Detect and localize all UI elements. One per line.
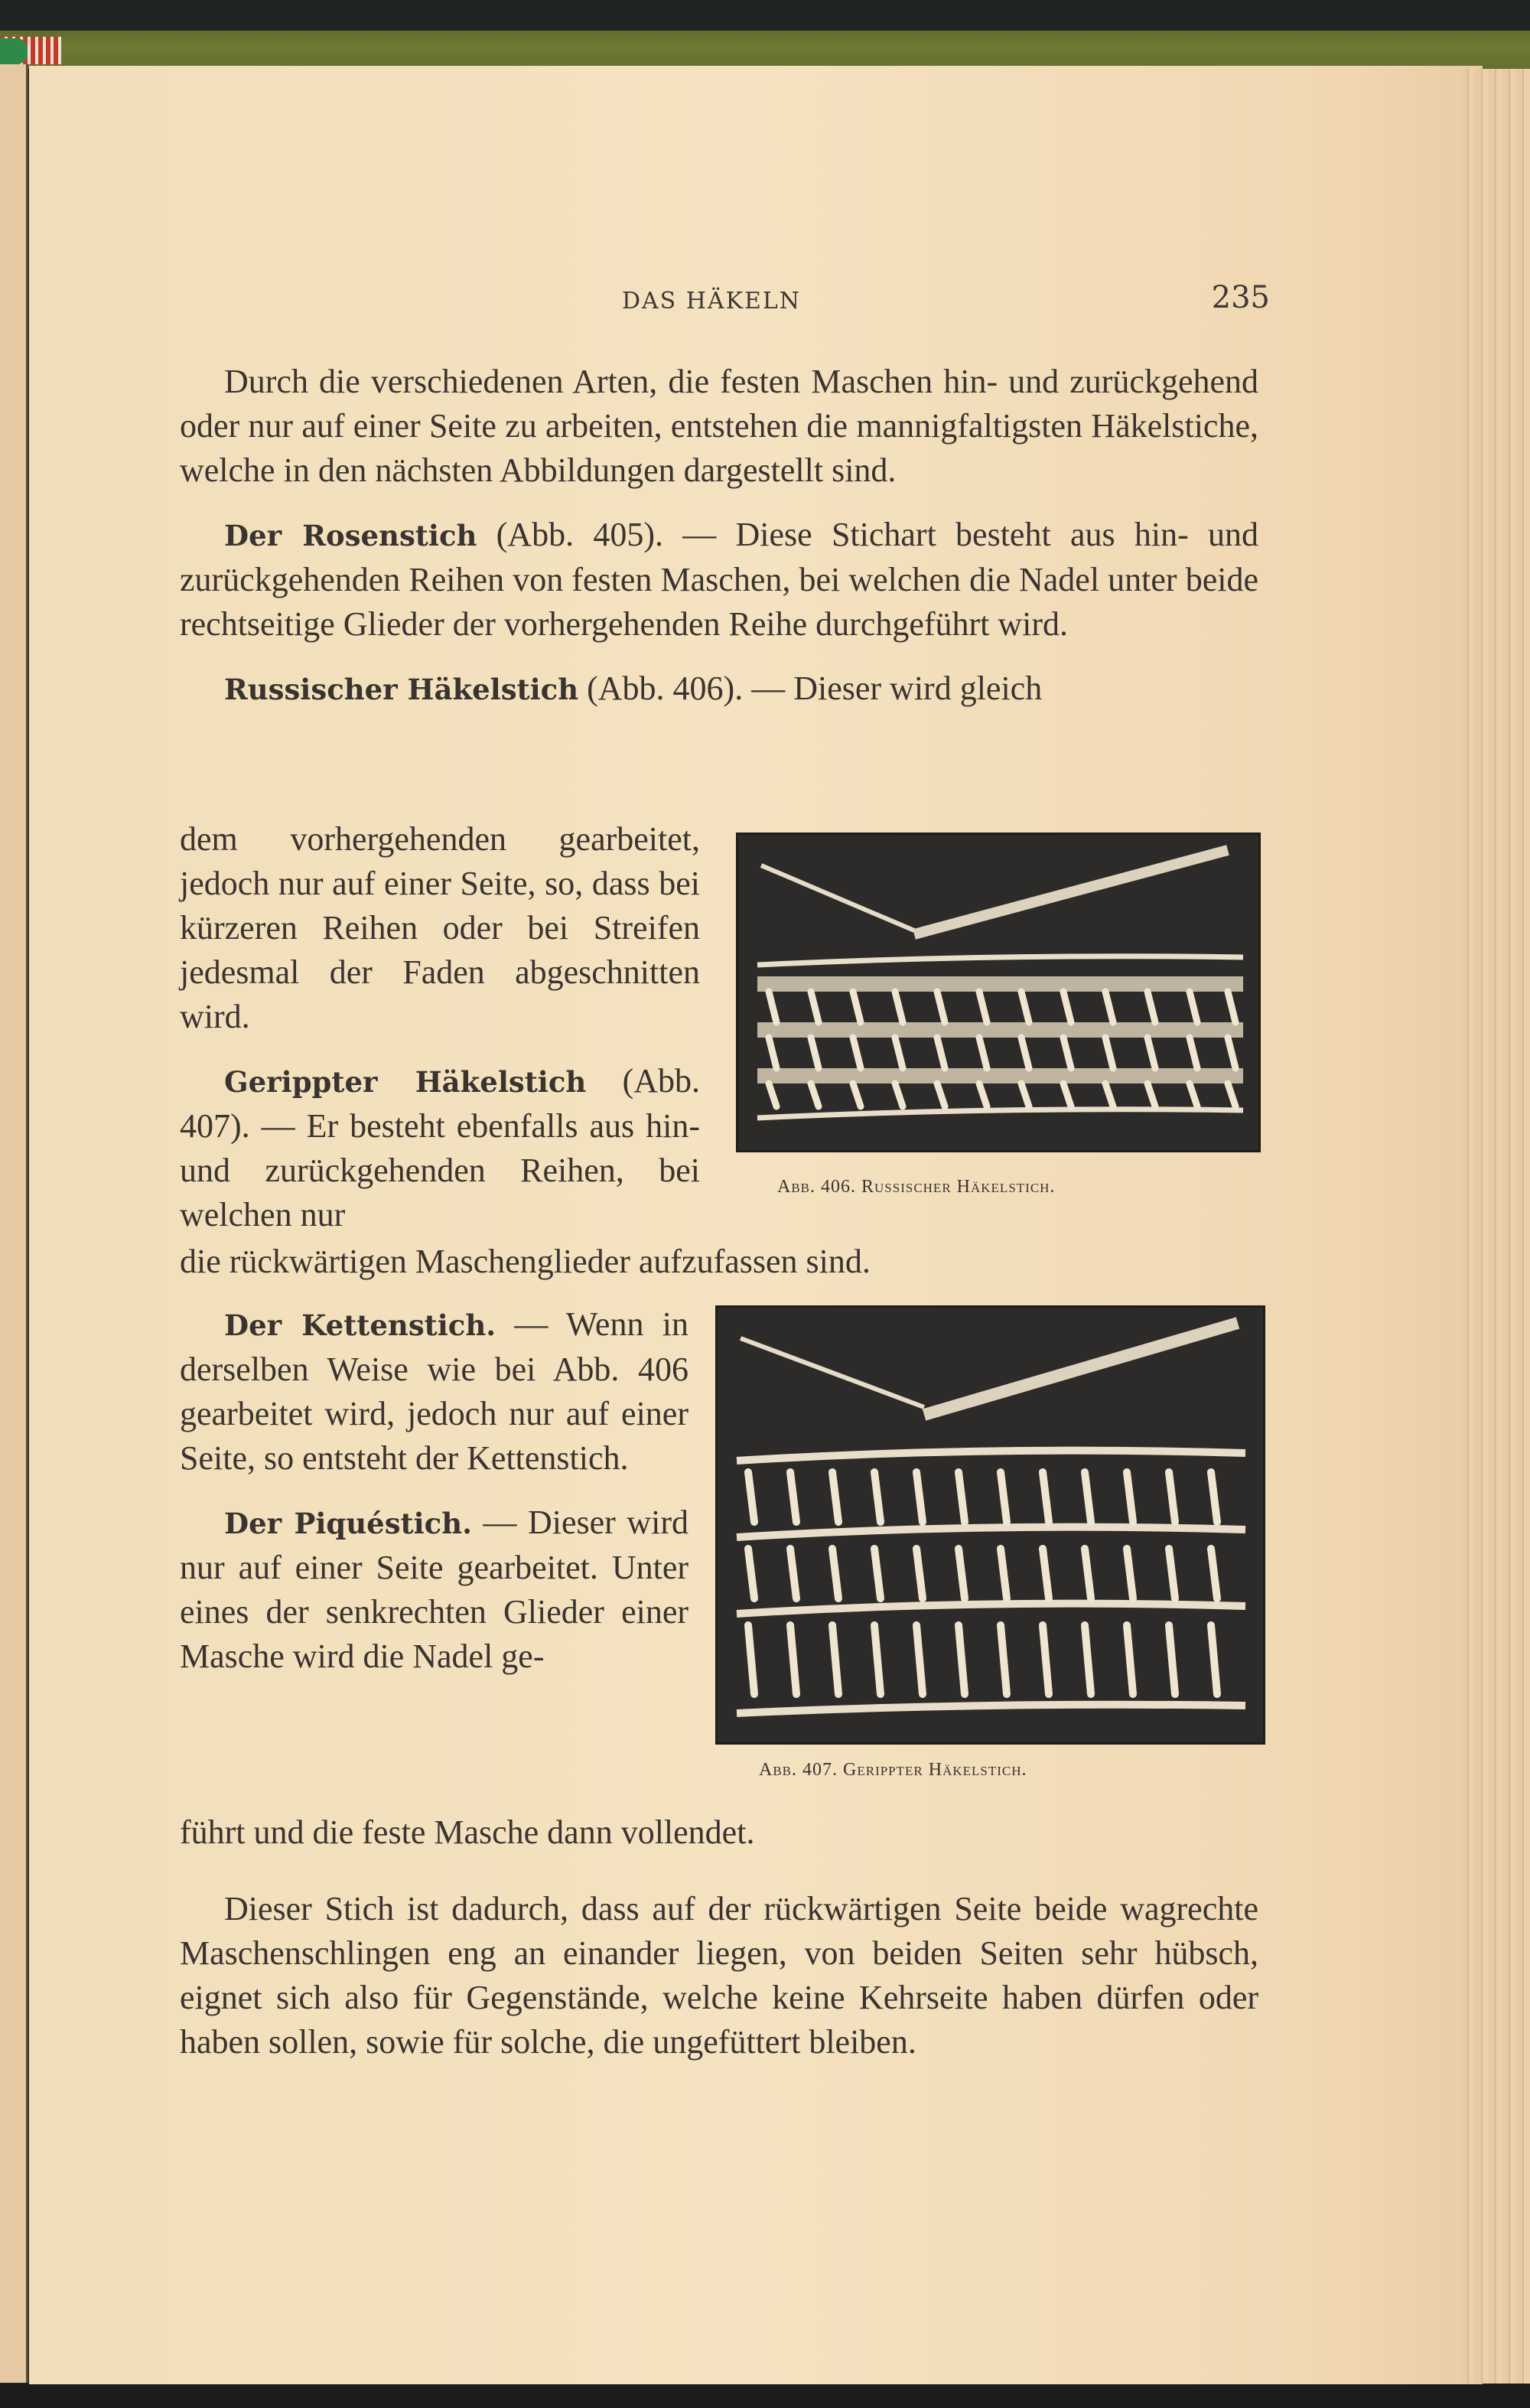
paragraph-russisch-start: Russischer Häkelstich (Abb. 406). — Dieser wird gleich [224, 670, 1043, 707]
bookmark-ribbon [0, 38, 28, 64]
paragraph-intro: Durch die verschiedenen Arten, die festen Maschen hin- und zurückgehend oder nur auf einer Seite zu arbeiten, entstehen die mannigfaltigsten Häkelstiche, welche in den nächsten Abbildungen dargestellt sind. [180, 363, 1258, 489]
text-block-bottom [180, 1867, 1258, 2064]
paragraph-russisch-rest: dem vorhergehenden gearbeitet, jedoch nur auf einer Seite, so, dass bei kürzeren Reihen oder bei Streifen jedesmal der Faden abgeschnitten wird. [180, 820, 700, 1035]
paragraph-rosenstich: Der Rosenstich (Abb. 405). — Diese Stichart besteht aus hin- und zurückgehenden Reihen von festen Maschen, bei welchen die Nadel unter beide rechtseitige Glieder der vorhergehenden Reihe durchgeführt wird. [180, 516, 1259, 643]
book-cover-edge [0, 31, 1530, 69]
text-block-top [180, 360, 1258, 712]
figure-406-image [736, 833, 1261, 1152]
left-page-edge [0, 64, 28, 2383]
figure-407-caption: Abb. 407. Gerippter Häkelstich. [759, 1760, 1027, 1780]
figure-407-image [715, 1305, 1265, 1745]
heading-ketten: Der Kettenstich. [224, 1308, 496, 1342]
text-line-pique-end: führt und die feste Masche dann vollendet. [180, 1813, 755, 1851]
heading-gerippt: Gerippter Häkelstich [224, 1065, 587, 1099]
heading-pique: Der Piquéstich. [224, 1507, 472, 1540]
text-column-fig407 [180, 1302, 688, 1679]
page-number: 235 [1211, 280, 1270, 315]
heading-russisch: Russischer Häkelstich [224, 673, 579, 706]
paragraph-gerippt: Gerippter Häkelstich (Abb. 407). — Er besteht ebenfalls aus hin- und zurückgehenden Reihen, bei welchen nur [180, 1062, 700, 1233]
figure-406-caption: Abb. 406. Russischer Häkelstich. [777, 1177, 1056, 1197]
text-line-gerippt-end: die rückwärtigen Maschenglieder aufzufassen sind. [180, 1243, 871, 1280]
paragraph-ketten: Der Kettenstich. — Wenn in derselben Weise wie bei Abb. 406 gearbeitet wird, jedoch nur auf einer Seite, so entsteht der Kettenstich. [180, 1305, 688, 1477]
running-title: DAS HÄKELN [621, 288, 802, 314]
background-bottom [0, 2384, 1530, 2408]
text-column-fig406 [180, 817, 700, 1237]
paragraph-pique: Der Piquéstich. — Dieser wird nur auf einer Seite gearbeitet. Unter eines der senkrechten Glieder einer Masche wird die Nadel ge- [180, 1504, 688, 1675]
page-stack-edge [1461, 69, 1530, 2384]
paragraph-closing: Dieser Stich ist dadurch, dass auf der rückwärtigen Seite beide wagrechte Maschenschlingen eng an einander liegen, von beiden Seiten sehr hübsch, eignet sich also für Gegenstände, welche keine Kehrseite haben dürfen oder haben sollen, sowie für solche, die ungefüttert bleiben. [180, 1890, 1258, 2061]
heading-rosenstich: Der Rosenstich [224, 519, 477, 552]
